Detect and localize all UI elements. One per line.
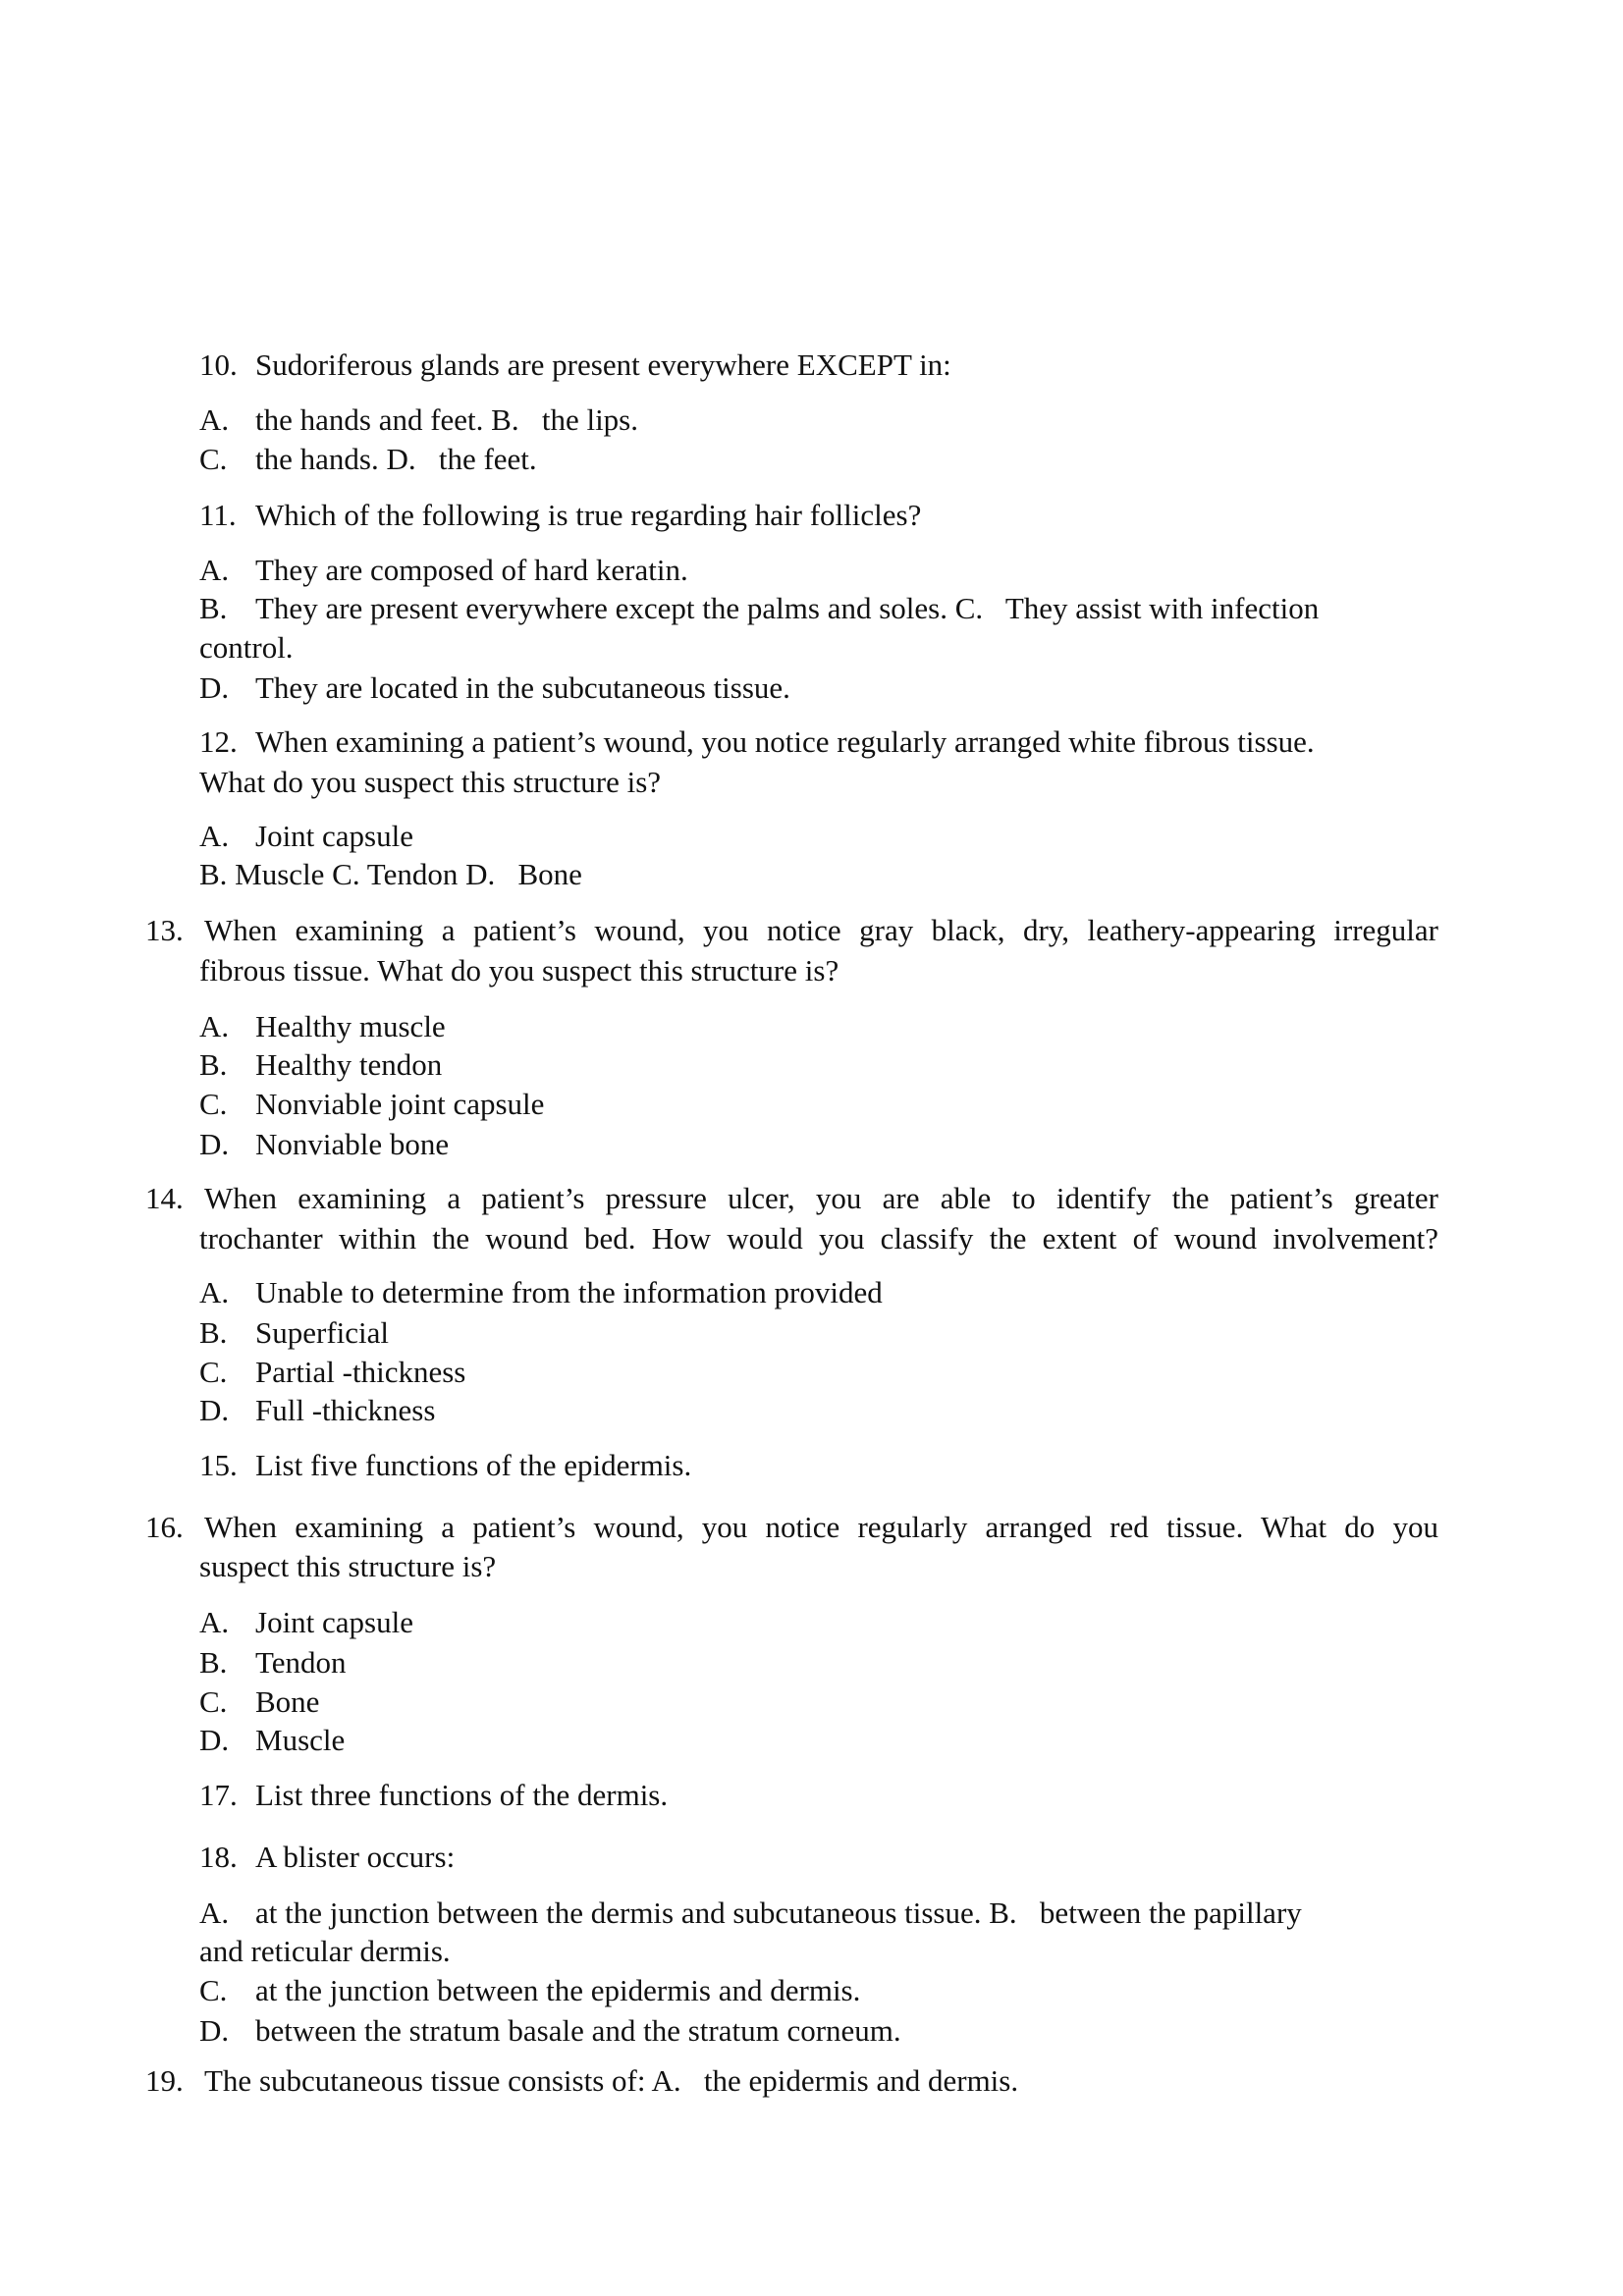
question-line — [199, 1603, 1438, 1642]
item-text: suspect this structure is? — [199, 1549, 497, 1583]
item-text: Which of the following is true regarding hair follicles? — [255, 498, 922, 532]
question-line — [199, 668, 1438, 708]
continuation-line — [199, 628, 1438, 667]
item-label: C. — [199, 442, 228, 476]
item-text: Superficial — [255, 1315, 390, 1350]
item-text: fibrous tissue. What do you suspect this structure is? — [199, 953, 839, 988]
question-line — [199, 1353, 1438, 1392]
question-line — [199, 400, 1438, 440]
item-text: and reticular dermis. — [199, 1934, 451, 1968]
item-text: The subcutaneous tissue consists of: A. the epidermis and dermis. — [204, 2063, 1019, 2098]
question-line — [145, 1508, 1438, 1547]
item-text: Tendon — [255, 1645, 347, 1680]
question-line — [199, 1045, 1438, 1085]
question-line — [199, 551, 1438, 590]
question-line — [199, 1643, 1438, 1682]
item-label: B. — [199, 1315, 228, 1350]
item-label: C. — [199, 1087, 228, 1121]
item-label: 10. — [199, 347, 238, 382]
item-text: Joint capsule — [255, 1605, 413, 1639]
item-text: the hands. D. the feet. — [255, 442, 537, 476]
question-line — [199, 1007, 1438, 1046]
question-line — [199, 2011, 1438, 2051]
item-text: When examining a patient’s wound, you notice regularly arranged white fibrous tissue. — [255, 724, 1315, 759]
item-text: the hands and feet. B. the lips. — [255, 402, 638, 437]
question-line — [199, 1971, 1438, 2010]
question-line — [199, 1838, 1438, 1877]
item-text: Healthy muscle — [255, 1009, 446, 1043]
item-text: at the junction between the epidermis and dermis. — [255, 1973, 861, 2007]
item-text: at the junction between the dermis and subcutaneous tissue. B. between the papillary — [255, 1896, 1302, 1930]
item-text: Nonviable joint capsule — [255, 1087, 545, 1121]
question-line — [199, 1776, 1438, 1815]
item-text: Nonviable bone — [255, 1127, 450, 1161]
item-label: D. — [199, 670, 230, 705]
item-text: Sudoriferous glands are present everywhere EXCEPT in: — [255, 347, 951, 382]
item-label: B. — [199, 1645, 228, 1680]
item-text: trochanter within the wound bed. How would you classify the extent of wound involvement? — [199, 1221, 1438, 1255]
item-text: Bone — [255, 1684, 320, 1719]
item-text: When examining a patient’s wound, you notice regularly arranged red tissue. What do you — [204, 1510, 1438, 1544]
item-label: D. — [199, 2013, 230, 2048]
item-label: B. — [199, 591, 228, 625]
question-line — [199, 589, 1438, 628]
continuation-line — [199, 1219, 1438, 1258]
item-text: List five functions of the epidermis. — [255, 1448, 692, 1482]
question-line — [199, 440, 1438, 479]
item-text: What do you suspect this structure is? — [199, 765, 662, 799]
item-label: 14. — [145, 1181, 184, 1215]
item-label: A. — [199, 553, 230, 587]
item-text: When examining a patient’s wound, you notice gray black, dry, leathery-appearing irregular — [204, 913, 1438, 947]
item-text: A blister occurs: — [255, 1840, 456, 1874]
item-label: C. — [199, 1355, 228, 1389]
question-line — [199, 1125, 1438, 1164]
item-label: 18. — [199, 1840, 238, 1874]
item-text: control. — [199, 630, 294, 665]
question-line — [199, 1273, 1438, 1312]
item-label: A. — [199, 1896, 230, 1930]
continuation-line — [199, 1547, 1438, 1586]
item-label: A. — [199, 1605, 230, 1639]
question-line — [199, 722, 1438, 762]
item-label: 13. — [145, 913, 184, 947]
item-label: C. — [199, 1684, 228, 1719]
item-text: They are located in the subcutaneous tissue. — [255, 670, 790, 705]
question-line — [199, 1446, 1438, 1485]
item-text: List three functions of the dermis. — [255, 1778, 669, 1812]
item-text: Partial -thickness — [255, 1355, 466, 1389]
continuation-line — [199, 855, 1438, 894]
item-label: C. — [199, 1973, 228, 2007]
item-label: A. — [199, 402, 230, 437]
item-text: They are composed of hard keratin. — [255, 553, 688, 587]
item-text: Joint capsule — [255, 819, 413, 853]
question-line — [199, 1085, 1438, 1124]
question-line — [199, 496, 1438, 535]
item-label: A. — [199, 819, 230, 853]
question-line — [199, 1313, 1438, 1353]
item-label: D. — [199, 1393, 230, 1427]
question-line — [145, 2061, 1438, 2101]
item-text: between the stratum basale and the stratum corneum. — [255, 2013, 901, 2048]
question-line — [199, 1894, 1438, 1933]
item-text: B. Muscle C. Tendon D. Bone — [199, 857, 582, 891]
item-label: 16. — [145, 1510, 184, 1544]
item-label: A. — [199, 1275, 230, 1309]
item-text: When examining a patient’s pressure ulcer, you are able to identify the patient’s greater — [204, 1181, 1438, 1215]
item-label: 11. — [199, 498, 237, 532]
item-label: 17. — [199, 1778, 238, 1812]
item-text: Muscle — [255, 1723, 346, 1757]
continuation-line — [199, 1932, 1438, 1971]
question-line — [145, 1179, 1438, 1218]
question-line — [199, 817, 1438, 856]
question-line — [199, 1682, 1438, 1722]
item-label: 19. — [145, 2063, 184, 2098]
question-line — [199, 1721, 1438, 1760]
question-line — [199, 346, 1438, 385]
question-line — [145, 911, 1438, 950]
item-label: D. — [199, 1723, 230, 1757]
item-text: Unable to determine from the information provided — [255, 1275, 883, 1309]
item-label: B. — [199, 1047, 228, 1082]
continuation-line — [199, 951, 1438, 990]
continuation-line — [199, 763, 1438, 802]
item-label: D. — [199, 1127, 230, 1161]
question-line — [199, 1391, 1438, 1430]
item-text: Full -thickness — [255, 1393, 436, 1427]
item-label: 12. — [199, 724, 238, 759]
item-text: Healthy tendon — [255, 1047, 443, 1082]
item-label: A. — [199, 1009, 230, 1043]
item-text: They are present everywhere except the palms and soles. C. They assist with infection — [255, 591, 1320, 625]
item-label: 15. — [199, 1448, 238, 1482]
